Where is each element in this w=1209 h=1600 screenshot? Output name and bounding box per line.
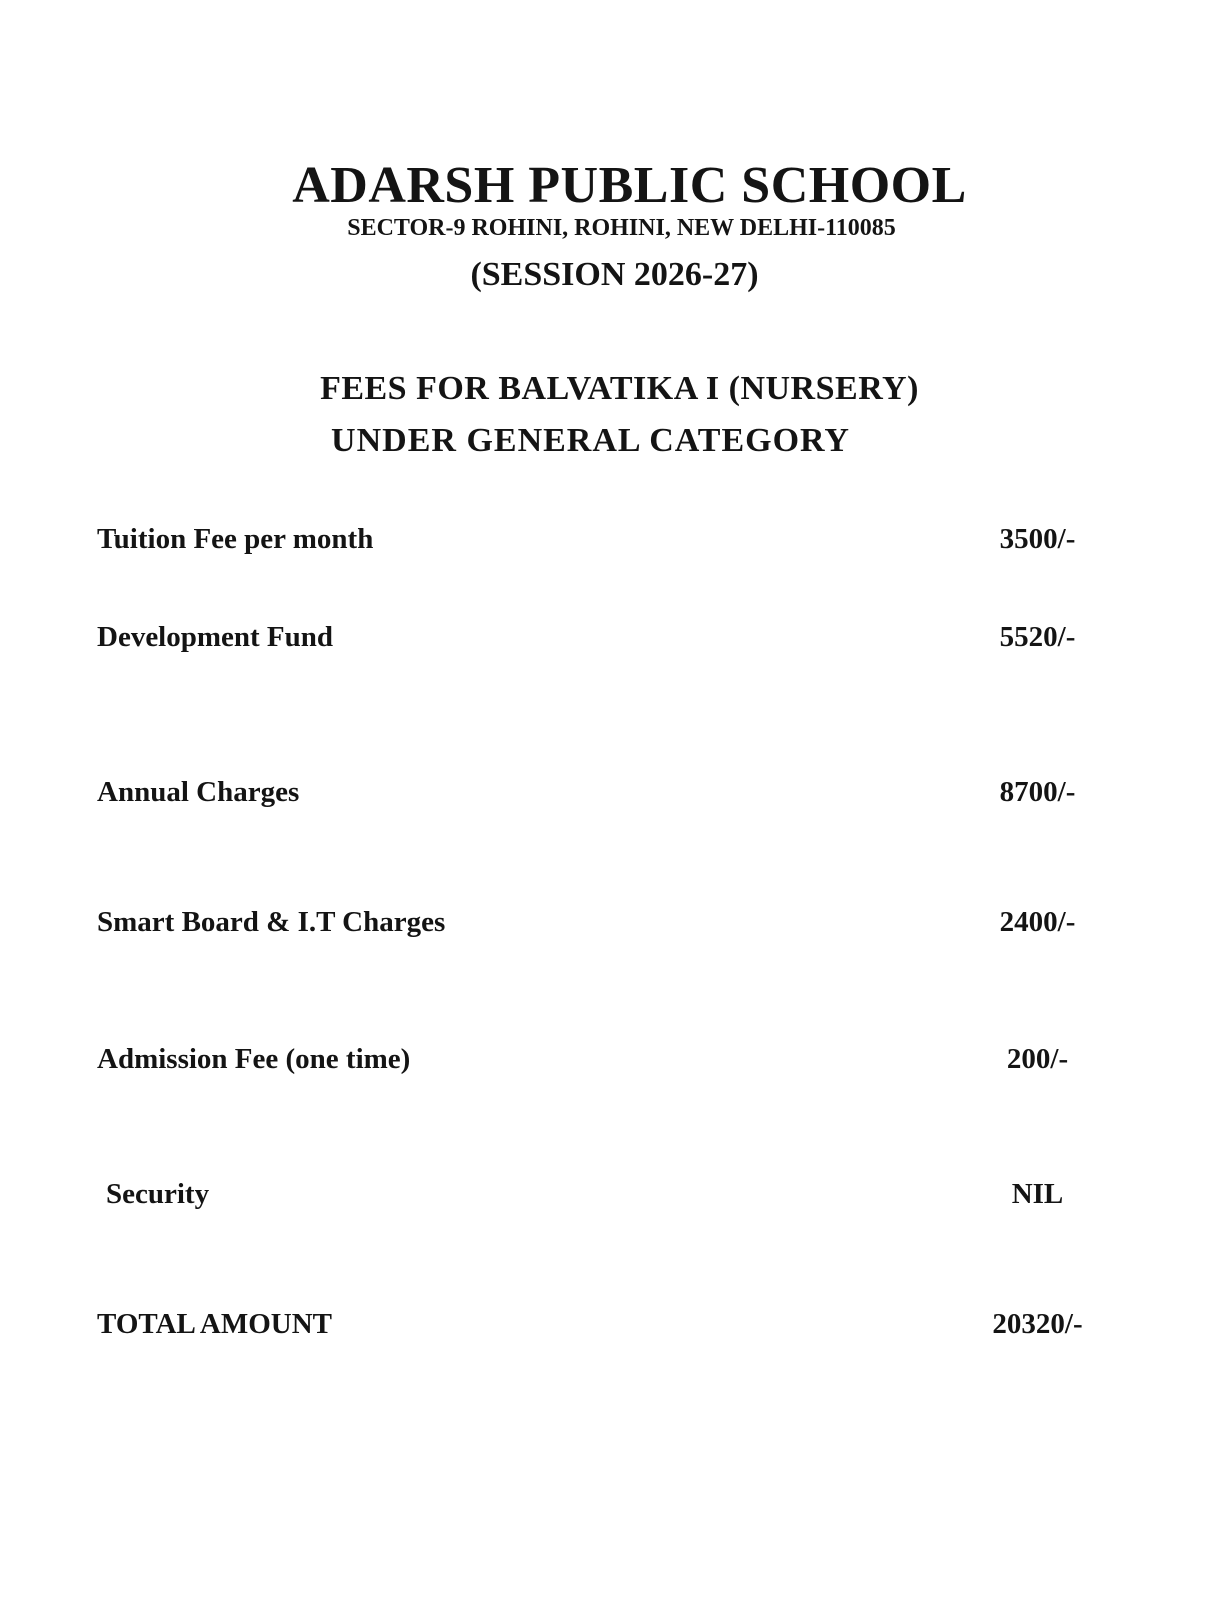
fee-value: 200/-: [1006, 1043, 1069, 1075]
fee-row-total-amount: [97, 1307, 1115, 1343]
fee-row-annual-charges: [97, 775, 1115, 811]
fee-value: 5520/-: [999, 621, 1076, 653]
fee-value: NIL: [1011, 1178, 1064, 1210]
fee-value: 2400/-: [999, 906, 1076, 938]
fee-label: Tuition Fee per month: [97, 523, 374, 555]
fee-value: 3500/-: [999, 523, 1076, 555]
fee-label: TOTAL AMOUNT: [97, 1308, 333, 1340]
fee-label: Security: [106, 1178, 210, 1210]
fee-row-security: [97, 1177, 1115, 1213]
session-line: (SESSION 2026-27): [470, 256, 759, 293]
category-heading: UNDER GENERAL CATEGORY: [331, 422, 850, 459]
school-address: SECTOR-9 ROHINI, ROHINI, NEW DELHI-110085: [347, 215, 896, 241]
fee-row-tuition: [97, 522, 1115, 558]
fees-heading: FEES FOR BALVATIKA I (NURSERY): [320, 370, 919, 407]
fee-label: Smart Board & I.T Charges: [97, 906, 446, 938]
fee-row-admission-fee: [97, 1042, 1115, 1078]
fee-label: Admission Fee (one time): [97, 1043, 411, 1075]
fee-value: 8700/-: [999, 776, 1076, 808]
fee-label: Development Fund: [97, 621, 334, 653]
fee-value: 20320/-: [992, 1308, 1083, 1340]
page-title: ADARSH PUBLIC SCHOOL: [292, 157, 967, 214]
fee-row-smart-board: [97, 905, 1115, 941]
fee-row-development-fund: [97, 620, 1115, 656]
fee-label: Annual Charges: [97, 776, 300, 808]
